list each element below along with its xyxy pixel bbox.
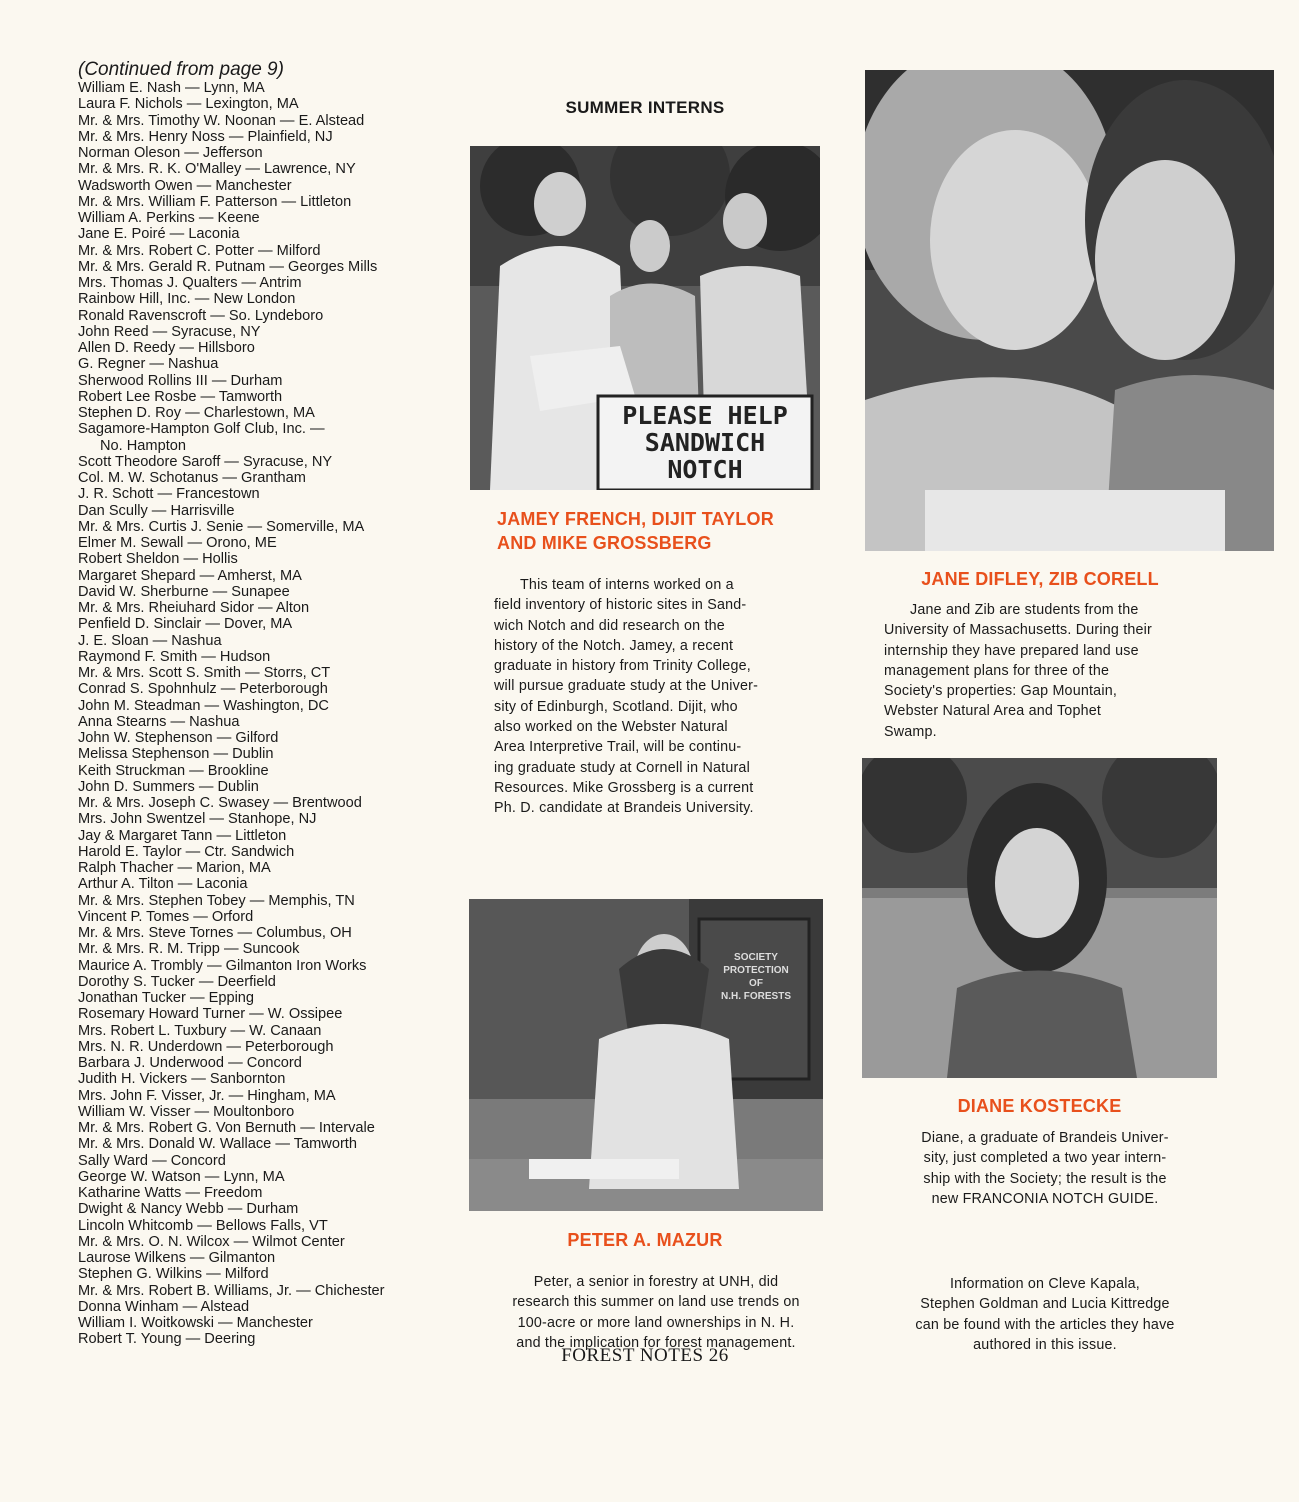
donor-entry: Katharine Watts — Freedom	[78, 1185, 263, 1201]
donor-entry: Mrs. Thomas J. Qualters — Antrim	[78, 275, 302, 291]
window-lettering	[701, 951, 811, 1003]
donor-entry: Mr. & Mrs. R. M. Tripp — Suncook	[78, 941, 300, 958]
donor-entry: Anna Stearns — Nashua	[78, 713, 240, 730]
donor-entry: Vincent P. Tomes — Orford	[78, 908, 254, 925]
donor-entry: Dan Scully — Harrisville	[78, 502, 235, 519]
donor-entry: Harold E. Taylor — Ctr. Sandwich	[78, 843, 295, 860]
bio-line: 100-acre or more land ownerships in N. H.	[517, 1314, 795, 1331]
donor-entry: Dorothy S. Tucker — Deerfield	[78, 973, 276, 990]
window-line-2: OF	[749, 978, 763, 989]
donor-entry: Col. M. W. Schotanus — Grantham	[78, 470, 306, 486]
bio-line: Jane and Zib are students from the	[910, 602, 1139, 618]
bio-line: This team of interns worked on a	[520, 577, 734, 593]
donor-entry: Robert Lee Rosbe — Tamworth	[78, 388, 283, 405]
donor-entry: Mr. & Mrs. Henry Noss — Plainfield, NJ	[78, 128, 333, 145]
donor-entry: Scott Theodore Saroff — Syracuse, NY	[78, 453, 333, 470]
donor-entry: Maurice A. Trombly — Gilmanton Iron Works	[78, 957, 367, 974]
bio-line: ship with the Society; the result is the	[923, 1170, 1167, 1187]
donor-entry: Mr. & Mrs. Scott S. Smith — Storrs, CT	[78, 665, 331, 681]
info-line: Information on Cleve Kapala,	[950, 1276, 1140, 1292]
bio-line: Area Interpretive Trail, will be continu-	[494, 739, 742, 756]
donor-entry: Stephen G. Wilkins — Milford	[78, 1266, 269, 1283]
photo-difley-corell	[865, 70, 1274, 551]
section-heading: SUMMER INTERNS	[565, 98, 725, 117]
donor-entry: Jay & Margaret Tann — Littleton	[78, 827, 287, 844]
caption-title-mazur: PETER A. MAZUR	[567, 1230, 723, 1250]
bio-line: field inventory of historic sites in Sand-	[494, 597, 747, 614]
donor-entry: Mrs. N. R. Underdown — Peterborough	[78, 1038, 334, 1055]
donor-entry: William A. Perkins — Keene	[78, 210, 260, 226]
sign-line-2: SANDWICH	[644, 428, 766, 457]
donor-entry: Mr. & Mrs. O. N. Wilcox — Wilmot Center	[78, 1233, 345, 1250]
donor-entry: J. R. Schott — Francestown	[78, 486, 260, 503]
donor-entry: Arthur A. Tilton — Laconia	[78, 876, 248, 893]
bio-line: also worked on the Webster Natural	[494, 719, 728, 736]
bio-line: ing graduate study at Cornell in Natural	[494, 759, 750, 776]
donor-entry: Laurose Wilkens — Gilmanton	[78, 1250, 276, 1266]
donor-list	[78, 80, 458, 1348]
donor-entry: Laura F. Nichols — Lexington, MA	[78, 96, 299, 113]
donor-entry: Mr. & Mrs. Stephen Tobey — Memphis, TN	[78, 892, 355, 909]
donor-entry: William E. Nash — Lynn, MA	[78, 80, 265, 96]
photo-peter-mazur	[469, 899, 823, 1211]
photo-three-interns	[470, 146, 820, 490]
window-line-3: N.H. FORESTS	[720, 991, 791, 1002]
donor-entry: Mrs. John Swentzel — Stanhope, NJ	[78, 811, 317, 828]
donor-entry: Mr. & Mrs. Robert C. Potter — Milford	[78, 242, 321, 259]
caption-title-french-taylor-grossberg	[497, 507, 827, 555]
donor-entry: Sherwood Rollins III — Durham	[78, 372, 283, 389]
page-footer: FOREST NOTES 26	[561, 1345, 729, 1366]
donor-entry: Mr. & Mrs. Robert B. Williams, Jr. — Chichester	[78, 1282, 385, 1299]
info-line: authored in this issue.	[973, 1336, 1117, 1353]
donor-entry: Mr. & Mrs. Donald W. Wallace — Tamworth	[78, 1136, 357, 1153]
donor-entry: Conrad S. Spohnhulz — Peterborough	[78, 681, 328, 698]
donor-entry: Mr. & Mrs. William F. Patterson — Littleton	[78, 193, 352, 210]
bio-line: and the implication for forest management.	[516, 1334, 796, 1351]
donor-entry: Mr. & Mrs. Timothy W. Noonan — E. Alstead	[78, 112, 365, 129]
donor-entry: Ronald Ravenscroft — So. Lyndeboro	[78, 307, 324, 324]
donor-entry: Mr. & Mrs. Gerald R. Putnam — Georges Mills	[78, 258, 378, 275]
donor-entry: Norman Oleson — Jefferson	[78, 145, 263, 161]
donor-entry: Rosemary Howard Turner — W. Ossipee	[78, 1006, 343, 1023]
bio-line: internship they have prepared land use	[884, 642, 1139, 659]
bio-line: sity, just completed a two year intern-	[923, 1150, 1167, 1167]
donor-entry: Raymond F. Smith — Hudson	[78, 648, 271, 665]
donor-entry: Margaret Shepard — Amherst, MA	[78, 567, 302, 584]
donor-entry: Jonathan Tucker — Epping	[78, 990, 255, 1006]
caption-title-line-2: AND MIKE GROSSBERG	[497, 533, 712, 553]
donor-entry: Barbara J. Underwood — Concord	[78, 1055, 302, 1071]
donor-entry: Wadsworth Owen — Manchester	[78, 177, 292, 194]
donor-entry: Donna Winham — Alstead	[78, 1298, 250, 1315]
donor-entry: Sally Ward — Concord	[78, 1152, 226, 1169]
bio-line: research this summer on land use trends on	[512, 1294, 800, 1311]
bio-line: Webster Natural Area and Tophet	[884, 703, 1102, 720]
bio-line: graduate in history from Trinity College,	[494, 658, 751, 675]
info-note	[880, 1274, 1210, 1355]
window-line-1: SOCIETY PROTECTION	[723, 952, 789, 976]
donor-entry: Mr. & Mrs. R. K. O'Malley — Lawrence, NY	[78, 161, 356, 178]
donor-entry: Mr. & Mrs. Robert G. Von Bernuth — Intervale	[78, 1120, 375, 1136]
caption-title-kostecke: DIANE KOSTECKE	[957, 1096, 1122, 1116]
donor-entry: Melissa Stephenson — Dublin	[78, 746, 274, 763]
photo-diane-kostecke	[862, 758, 1217, 1078]
bio-line: history of the Notch. Jamey, a recent	[494, 637, 734, 654]
bio-mazur	[486, 1272, 826, 1353]
donor-entry: Mrs. John F. Visser, Jr. — Hingham, MA	[78, 1087, 336, 1104]
donor-entry: John M. Steadman — Washington, DC	[78, 697, 329, 714]
info-line: can be found with the articles they have	[915, 1316, 1175, 1333]
donor-column	[78, 60, 458, 1348]
info-line: Stephen Goldman and Lucia Kittredge	[920, 1296, 1170, 1313]
bio-line: Society's properties: Gap Mountain,	[884, 683, 1118, 700]
donor-entry: Rainbow Hill, Inc. — New London	[78, 291, 296, 308]
bio-line: wich Notch and did research on the	[494, 617, 725, 634]
donor-entry: Dwight & Nancy Webb — Durham	[78, 1201, 299, 1218]
bio-line: University of Massachusetts. During their	[884, 622, 1153, 639]
donor-entry: Penfield D. Sinclair — Dover, MA	[78, 616, 293, 633]
donor-entry: G. Regner — Nashua	[78, 356, 219, 373]
donor-entry: Mr. & Mrs. Joseph C. Swasey — Brentwood	[78, 795, 362, 811]
donor-entry: John D. Summers — Dublin	[78, 778, 259, 795]
caption-title-line-1: JAMEY FRENCH, DIJIT TAYLOR	[497, 509, 774, 529]
donor-entry: Mr. & Mrs. Rheiuhard Sidor — Alton	[78, 600, 310, 616]
donor-entry: Judith H. Vickers — Sanbornton	[78, 1071, 286, 1088]
donor-entry: John W. Stephenson — Gilford	[78, 730, 279, 746]
bio-line: new FRANCONIA NOTCH GUIDE.	[931, 1190, 1159, 1207]
donor-entry: Stephen D. Roy — Charlestown, MA	[78, 405, 315, 421]
sign	[598, 402, 812, 483]
donor-entry: Keith Struckman — Brookline	[78, 762, 269, 779]
continued-note: (Continued from page 9)	[78, 59, 284, 80]
bio-line: Ph. D. candidate at Brandeis University.	[494, 800, 754, 817]
donor-entry: Ralph Thacher — Marion, MA	[78, 860, 271, 876]
donor-entry: Elmer M. Sewall — Orono, ME	[78, 535, 277, 551]
donor-entry: David W. Sherburne — Sunapee	[78, 583, 290, 600]
donor-entry: No. Hampton	[100, 437, 186, 454]
donor-entry: Robert T. Young — Deering	[78, 1331, 256, 1348]
donor-entry: J. E. Sloan — Nashua	[78, 632, 222, 649]
bio-difley-corell	[884, 600, 1214, 742]
bio-line: management plans for three of the	[884, 662, 1110, 679]
donor-entry: Robert Sheldon — Hollis	[78, 551, 238, 568]
donor-entry: Lincoln Whitcomb — Bellows Falls, VT	[78, 1217, 328, 1234]
bio-kostecke	[880, 1128, 1210, 1209]
bio-line: Peter, a senior in forestry at UNH, did	[533, 1274, 779, 1290]
donor-entry: Mr. & Mrs. Curtis J. Senie — Somerville, MA	[78, 518, 365, 535]
bio-french-taylor-grossberg	[494, 575, 814, 819]
bio-line: Swamp.	[884, 723, 937, 740]
donor-entry: William W. Visser — Moultonboro	[78, 1103, 295, 1120]
donor-entry: Mr. & Mrs. Steve Tornes — Columbus, OH	[78, 925, 352, 941]
sign-line-1: PLEASE HELP	[622, 401, 788, 430]
donor-entry: John Reed — Syracuse, NY	[78, 323, 261, 340]
donor-entry: Jane E. Poiré — Laconia	[78, 226, 240, 243]
bio-line: will pursue graduate study at the Univer-	[494, 678, 759, 695]
caption-title-difley-corell: JANE DIFLEY, ZIB CORELL	[921, 569, 1159, 589]
bio-line: Resources. Mike Grossberg is a current	[494, 779, 754, 796]
donor-entry: George W. Watson — Lynn, MA	[78, 1168, 285, 1185]
donor-entry: William I. Woitkowski — Manchester	[78, 1315, 313, 1331]
bio-line: sity of Edinburgh, Scotland. Dijit, who	[494, 698, 738, 715]
bio-line: Diane, a graduate of Brandeis Univer-	[921, 1130, 1169, 1146]
donor-entry: Allen D. Reedy — Hillsboro	[78, 340, 255, 356]
sign-line-3: NOTCH	[667, 455, 743, 484]
donor-entry: Sagamore-Hampton Golf Club, Inc. —	[78, 421, 325, 438]
donor-entry: Mrs. Robert L. Tuxbury — W. Canaan	[78, 1022, 322, 1039]
